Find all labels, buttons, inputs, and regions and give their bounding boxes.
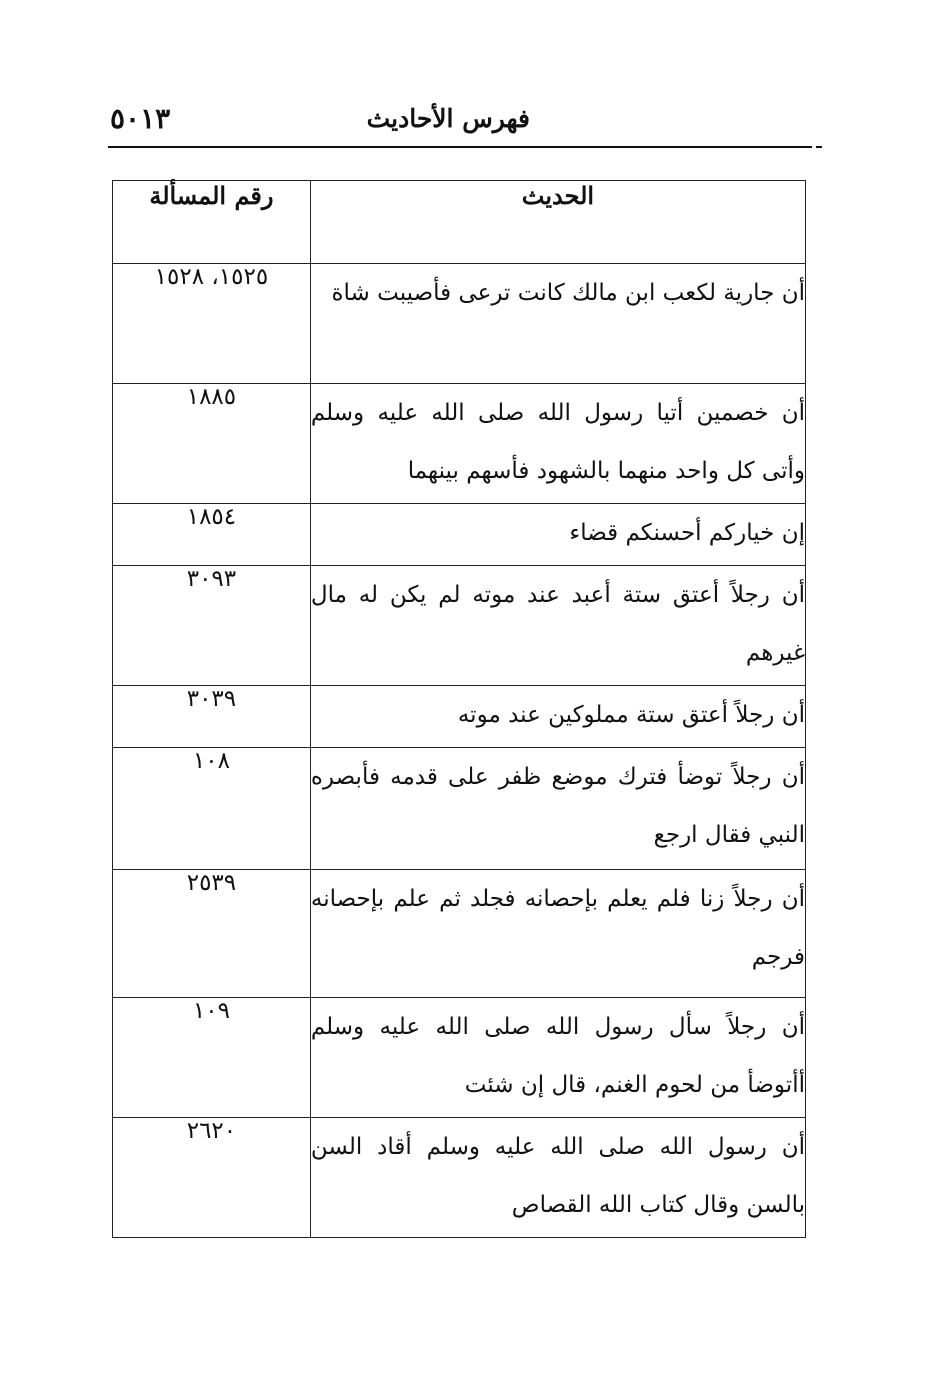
hadith-text: إن خياركم أحسنكم قضاء <box>310 504 805 566</box>
hadith-text: أن خصمين أتيا رسول الله صلى الله عليه وسلم وأتى كل واحد منهما بالشهود فأسهم بينهما <box>310 384 805 504</box>
page-number: ٥٠١٣ <box>110 102 171 135</box>
table-row <box>113 384 806 504</box>
table-header-row <box>113 181 806 264</box>
issue-number: ١٥٢٥، ١٥٢٨ <box>113 264 311 384</box>
hadith-text: أن رجلاً أعتق ستة أعبد عند موته لم يكن له مال غيرهم <box>310 566 805 686</box>
page-header <box>108 102 820 142</box>
hadith-text: أن رجلاً زنا فلم يعلم بإحصانه فجلد ثم علم بإحصانه فرجم <box>310 870 805 998</box>
hadith-text: أن رجلاً توضأ فترك موضع ظفر على قدمه فأبصره النبي فقال ارجع <box>310 748 805 870</box>
hadith-text: أن رجلاً أعتق ستة مملوكين عند موته <box>310 686 805 748</box>
column-header-issue-number: رقم المسألة <box>113 181 311 264</box>
table-row <box>113 748 806 870</box>
hadith-text: أن رسول الله صلى الله عليه وسلم أقاد السن بالسن وقال كتاب الله القصاص <box>310 1118 805 1238</box>
hadith-text: أن جارية لكعب ابن مالك كانت ترعى فأصيبت شاة <box>310 264 805 384</box>
issue-number: ٣٠٩٣ <box>113 566 311 686</box>
issue-number: ١٠٨ <box>113 748 311 870</box>
issue-number: ٢٦٢٠ <box>113 1118 311 1238</box>
issue-number: ٣٠٣٩ <box>113 686 311 748</box>
table-row <box>113 686 806 748</box>
table-row <box>113 870 806 998</box>
issue-number: ١٨٨٥ <box>113 384 311 504</box>
hadith-text: أن رجلاً سأل رسول الله صلى الله عليه وسلم أأتوضأ من لحوم الغنم، قال إن شئت <box>310 998 805 1118</box>
header-divider-tail <box>816 146 822 148</box>
table-row <box>113 264 806 384</box>
page-title: فهرس الأحاديث <box>366 104 530 133</box>
table-row <box>113 566 806 686</box>
hadith-index-table <box>112 180 806 1238</box>
issue-number: ١٠٩ <box>113 998 311 1118</box>
table-row <box>113 998 806 1118</box>
header-divider <box>108 146 812 148</box>
column-header-hadith: الحديث <box>310 181 805 264</box>
table-row <box>113 504 806 566</box>
issue-number: ٢٥٣٩ <box>113 870 311 998</box>
issue-number: ١٨٥٤ <box>113 504 311 566</box>
table-row <box>113 1118 806 1238</box>
